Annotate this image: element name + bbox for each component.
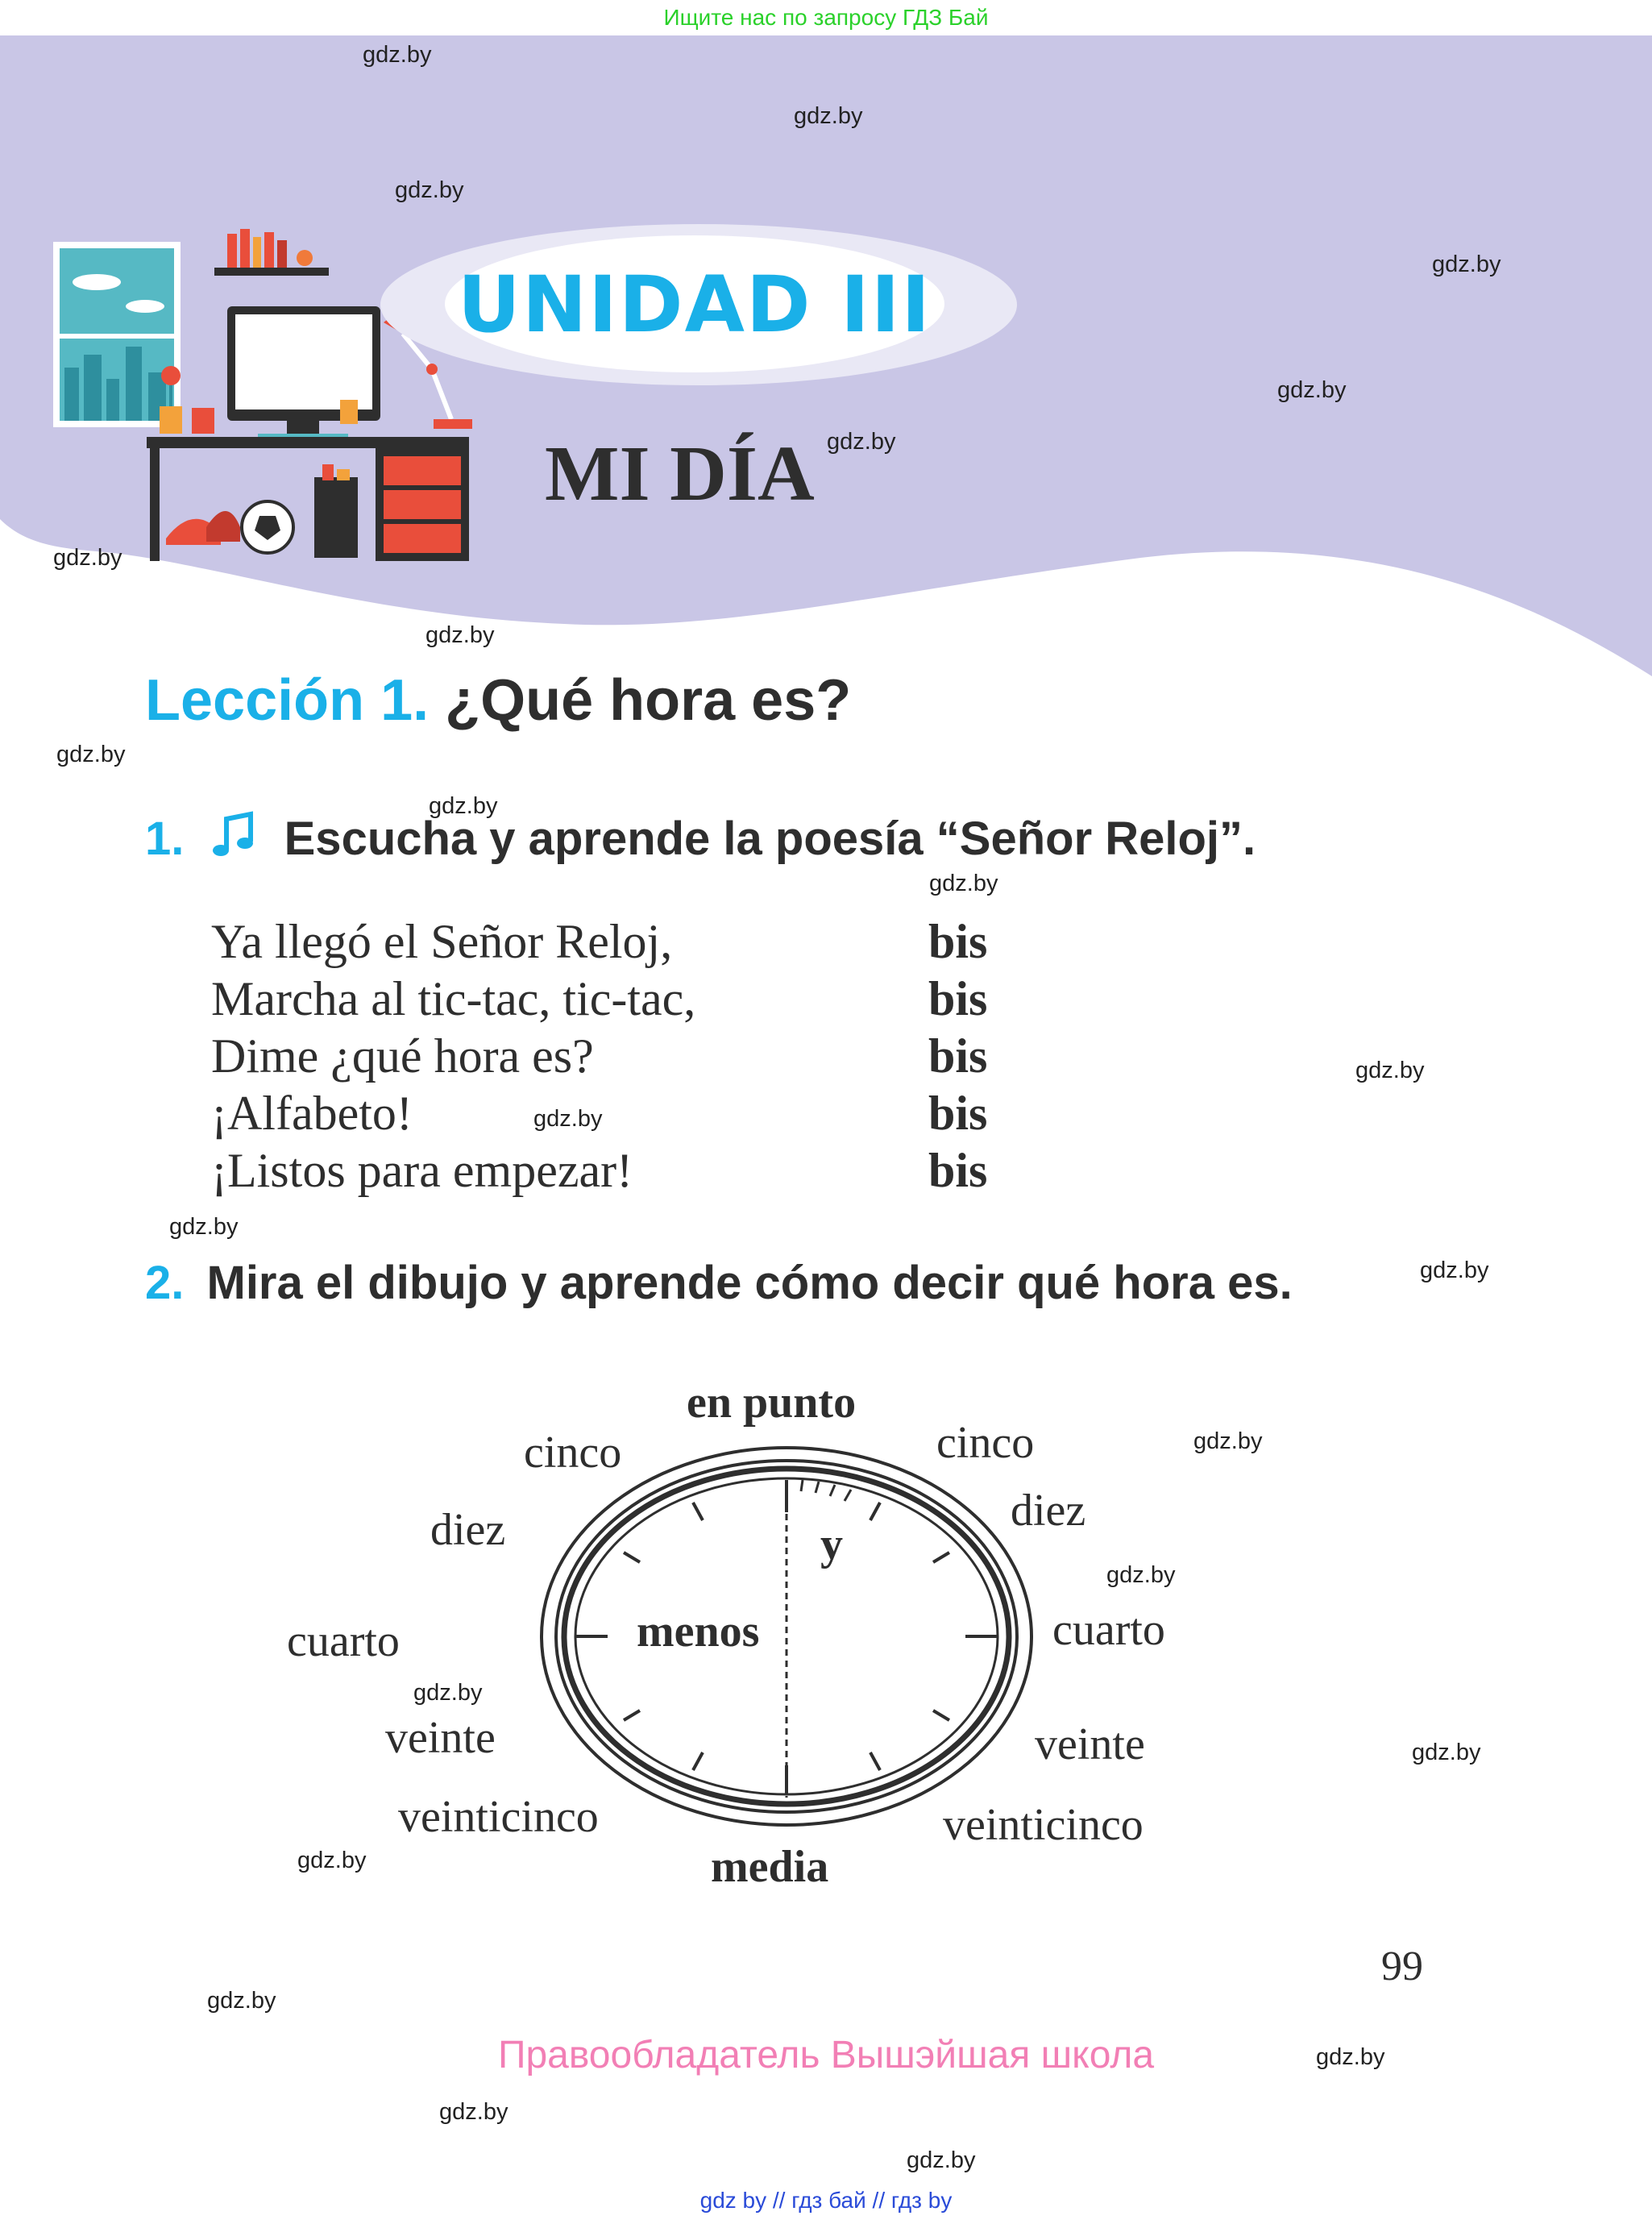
clock-label-left: cuarto (287, 1616, 400, 1666)
poem-line: Marcha al tic-tac, tic-tac, (211, 972, 696, 1025)
poem-line: Dime ¿qué hora es? (211, 1029, 594, 1083)
watermark: gdz.by (1355, 1058, 1425, 1083)
exercise-1-heading (145, 809, 1256, 866)
watermark: gdz.by (297, 1848, 367, 1873)
exercise-2-heading (145, 1256, 1293, 1310)
poem-mark: bis (928, 1029, 988, 1083)
watermark: gdz.by (395, 177, 464, 203)
copyright-holder: Правообладатель Вышэйшая школа (497, 2034, 1155, 2076)
exercise-1-number: 1. (145, 813, 185, 865)
watermark: gdz.by (363, 42, 432, 68)
unit-subtitle: MI DÍA (545, 430, 815, 518)
top-banner[interactable]: Ищите нас по запросу ГДЗ Бай (663, 5, 989, 30)
lesson-heading (145, 667, 851, 734)
watermark: gdz.by (429, 793, 498, 819)
clock-label-top: en punto (687, 1378, 857, 1428)
exercise-2-text: Mira el dibujo y aprende cómo decir qué hora es. (206, 1257, 1293, 1309)
unit-title: UNIDAD III (457, 260, 932, 350)
watermark: gdz.by (827, 429, 896, 455)
clock-icon (537, 1443, 1036, 1830)
poem-mark: bis (928, 1087, 988, 1140)
clock-label-right: veinte (1035, 1719, 1145, 1769)
poem-line: ¡Listos para empezar! (211, 1144, 633, 1197)
poem-line: ¡Alfabeto! (211, 1087, 413, 1140)
lesson-title: ¿Qué hora es? (445, 668, 852, 733)
clock-label-menos: menos (637, 1607, 760, 1657)
music-note-icon (209, 809, 260, 861)
page-number: 99 (1381, 1943, 1423, 1989)
watermark: gdz.by (1193, 1428, 1263, 1454)
lesson-number: Lección 1. (145, 668, 430, 733)
watermark: gdz.by (929, 871, 998, 896)
watermark: gdz.by (1277, 377, 1347, 403)
poem-mark: bis (928, 1144, 988, 1197)
exercise-1-text: Escucha y aprende la poesía “Señor Reloj”. (284, 813, 1256, 865)
clock-label-left: veinticinco (398, 1792, 599, 1842)
clock-label-left: diez (430, 1505, 506, 1555)
watermark: gdz.by (794, 103, 863, 129)
watermark: gdz.by (169, 1214, 239, 1240)
watermark: gdz.by (1432, 251, 1501, 277)
watermark: gdz.by (53, 545, 122, 571)
poem-mark: bis (928, 972, 988, 1025)
clock-label-right: veinticinco (943, 1800, 1144, 1850)
clock-label-left: veinte (385, 1713, 496, 1763)
clock-label-left: cinco (524, 1428, 622, 1478)
watermark: gdz.by (1412, 1740, 1481, 1765)
watermark: gdz.by (907, 2147, 976, 2173)
watermark: gdz.by (533, 1106, 603, 1132)
poem-mark: bis (928, 915, 988, 968)
watermark: gdz.by (439, 2099, 508, 2125)
exercise-2-number: 2. (145, 1257, 185, 1309)
clock-label-right: diez (1011, 1486, 1086, 1536)
clock-label-right: cinco (936, 1418, 1035, 1468)
footer-links[interactable]: gdz by // гдз бай // гдз by (699, 2188, 953, 2213)
watermark: gdz.by (413, 1680, 483, 1706)
watermark: gdz.by (207, 1988, 276, 2014)
watermark: gdz.by (1106, 1562, 1176, 1588)
watermark: gdz.by (425, 622, 495, 648)
clock-label-y: y (820, 1519, 843, 1569)
watermark: gdz.by (1316, 2044, 1385, 2070)
watermark: gdz.by (1420, 1257, 1489, 1283)
clock-label-right: cuarto (1052, 1605, 1165, 1655)
watermark: gdz.by (56, 742, 126, 767)
clock-label-bottom: media (711, 1842, 829, 1892)
poem-line: Ya llegó el Señor Reloj, (211, 915, 673, 968)
